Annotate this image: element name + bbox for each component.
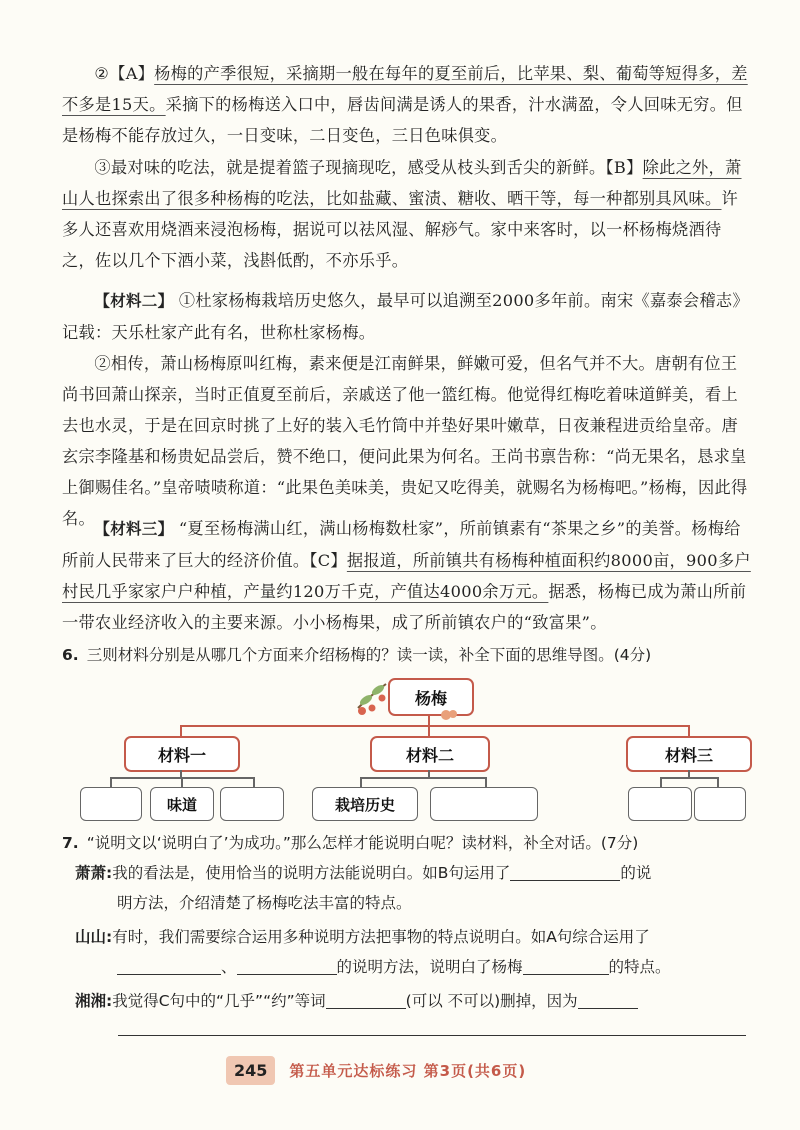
material3-node — [626, 736, 752, 772]
answer-blank-reason[interactable] — [578, 990, 638, 1009]
speaker-name: 山山: — [75, 928, 113, 946]
dialog-text: 的特点。 — [608, 958, 671, 976]
material2-aspect-blank[interactable] — [430, 787, 538, 821]
material2-label: 【材料二】 — [94, 292, 174, 310]
root-label: 杨梅 — [414, 688, 447, 708]
material2-node — [370, 736, 490, 772]
label-C: 【C】 — [309, 551, 347, 570]
answer-blank-can-delete[interactable] — [326, 990, 406, 1009]
material3-node-label: 材料三 — [664, 745, 713, 765]
label-A: ②【A】 — [94, 64, 155, 83]
page-footer — [226, 1050, 526, 1090]
question-text: 三则材料分别是从哪几个方面来介绍杨梅的？读一读，补全下面的思维导图。(4分) — [86, 646, 652, 664]
paragraph-text: 许多人还喜欢用烧酒来浸泡杨梅，据说可以祛风湿、解痧气。家中来客时，以一杯杨梅烧酒待之，佐以几个下酒小菜，浅斟低酌，不亦乐乎。 — [62, 189, 738, 270]
material3-paragraph — [62, 513, 752, 638]
material1-aspect-blank-1[interactable] — [80, 787, 142, 821]
connector — [180, 725, 690, 727]
answer-blank-method-a1[interactable] — [117, 956, 221, 975]
paragraph-text: 采摘下的杨梅送入口中，唇齿间满是诱人的果香，汁水满盈，令人回味无穷。但是杨梅不能存放过久，一日变味，二日变色，三日色味俱变。 — [62, 95, 743, 145]
dialog-xiangxiang — [75, 986, 765, 1016]
dialog-text: 的说 — [620, 864, 652, 882]
root-node — [388, 678, 474, 716]
connector — [660, 777, 718, 779]
paragraph-text: ③最对味的吃法，就是提着篮子现摘现吃，感受从枝头到舌尖的新鲜。 — [94, 158, 606, 177]
question-6 — [62, 640, 762, 670]
question-7 — [62, 828, 762, 858]
answer-line-reason-continued[interactable] — [118, 1035, 746, 1036]
speaker-name: 湘湘: — [75, 992, 113, 1010]
material1-node — [124, 736, 240, 772]
material1-aspect-blank-3[interactable] — [220, 787, 284, 821]
material2-node-label: 材料二 — [405, 745, 454, 765]
history-label: 栽培历史 — [334, 795, 395, 814]
taste-label: 味道 — [166, 795, 197, 814]
sentence-B: 除此之外，萧山人也探索出了很多种杨梅的吃法，比如盐藏、蜜渍、糖收、晒干等，每一种都别具风味。 — [62, 158, 742, 208]
paragraph-text: “夏至杨梅满山红，满山杨梅数杜家”，所前镇素有“茶果之乡”的美誉。杨梅给所前人民带来了巨大的经济价值。 — [62, 519, 741, 570]
footer-text: 第五单元达标练习 第3页(共6页) — [289, 1061, 527, 1080]
question-number: 6. — [62, 646, 79, 664]
dialog-text: 有时，我们需要综合运用多种说明方法把事物的特点说明白。如A句综合运用了 — [112, 928, 650, 946]
mind-map — [0, 670, 800, 825]
label-B: 【B】 — [605, 158, 643, 177]
material2-paragraph1 — [62, 285, 752, 348]
answer-blank-feature[interactable] — [523, 956, 609, 975]
connector — [360, 777, 486, 779]
question-number: 7. — [62, 834, 79, 852]
material1-paragraph3 — [62, 152, 752, 276]
paragraph-text: 据悉，杨梅已成为萧山所前一带农业经济收入的主要来源。小小杨梅果，成了所前镇农户的“致富果”。 — [62, 582, 747, 632]
speaker-name: 萧萧: — [75, 864, 113, 882]
page-number: 245 — [226, 1056, 275, 1085]
material1-paragraph2 — [62, 58, 752, 151]
material2-aspect-history — [312, 787, 418, 821]
fruit-icon — [440, 706, 458, 720]
answer-blank-method-b[interactable] — [510, 862, 620, 881]
dialog-xiaoxiao — [75, 858, 765, 918]
dialog-text: 、 — [221, 958, 237, 976]
material3-label: 【材料三】 — [94, 520, 174, 538]
bayberry-illustration-icon — [352, 678, 392, 718]
material1-aspect-taste — [150, 787, 214, 821]
dialog-text: (可以 不可以)删掉，因为 — [405, 992, 578, 1010]
material1-node-label: 材料一 — [157, 745, 206, 765]
answer-blank-method-a2[interactable] — [237, 956, 337, 975]
dialog-text: 的说明方法，说明白了杨梅 — [336, 958, 523, 976]
dialog-text: 明方法，介绍清楚了杨梅吃法丰富的特点。 — [117, 894, 412, 912]
paragraph-text: ②相传，萧山杨梅原叫红梅，素来便是江南鲜果，鲜嫩可爱，但名气并不大。唐朝有位王尚书回萧山探亲，当时正值夏至前后，亲戚送了他一篮红梅。他觉得红梅吃着味道鲜美，看上去也水灵，于是在回京时挑了上好的装入毛竹筒中并垫好果叶嫩草，日夜兼程进贡给皇帝。唐玄宗李隆基和杨贵妃品尝后，赞不绝口，便问此果为何名。王尚书禀告称：“尚无果名，恳求皇上御赐佳名。”皇帝啧啧称道：“此果色美味美，贵妃又吃得美，就赐名为杨梅吧。”杨梅，因此得名。 — [62, 354, 748, 528]
material3-aspect-blank-1[interactable] — [628, 787, 692, 821]
sentence-C: 据报道，所前镇共有杨梅种植面积约8000亩，900多户村民几乎家家户户种植，产量约120万千克，产值达4000余万元。 — [62, 551, 751, 601]
material2-paragraph2 — [62, 348, 752, 534]
dialog-text: 我觉得C句中的“几乎”“约”等词 — [112, 992, 326, 1010]
question-text: “说明文以‘说明白了’为成功。”那么怎样才能说明白呢？读材料，补全对话。(7分) — [86, 834, 639, 852]
paragraph-text: ①杜家杨梅栽培历史悠久，最早可以追溯至2000多年前。南宋《嘉泰会稽志》记载：天乐杜家产此有名，世称杜家杨梅。 — [62, 291, 749, 342]
material3-aspect-blank-2[interactable] — [694, 787, 746, 821]
sentence-A: 杨梅的产季很短，采摘期一般在每年的夏至前后，比苹果、梨、葡萄等短得多，差不多是15天。 — [62, 64, 748, 114]
dialog-shanshan — [75, 922, 765, 982]
dialog-text: 我的看法是，使用恰当的说明方法能说明白。如B句运用了 — [112, 864, 511, 882]
